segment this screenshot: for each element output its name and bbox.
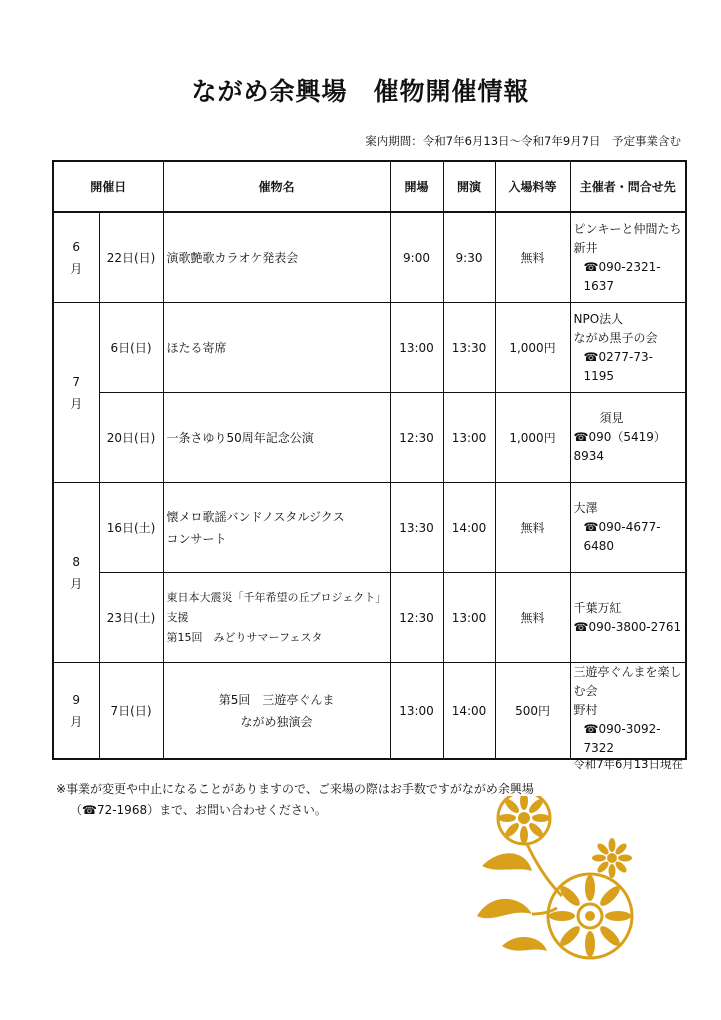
event-name: ほたる寄席 [163,303,390,393]
month-september: 9 月 [53,663,99,760]
organizer-contact: NPO法人 ながめ黒子の会 ☎0277-73-1195 [570,303,686,393]
admission-fee: 無料 [495,212,570,303]
open-time: 13:00 [390,663,443,760]
table-row [53,483,686,573]
start-time: 14:00 [443,483,495,573]
month-july: 7 月 [53,303,99,483]
notice-text: ※事業が変更や中止になることがありますので、ご来場の際はお手数ですがながめ余興場 （☎72-1968）まで、お問い合わせください。 [56,782,534,817]
as-of-date: 令和7年6月13日現在 [573,757,683,771]
start-time: 14:00 [443,663,495,760]
admission-fee: 500円 [495,663,570,760]
open-time: 12:30 [390,573,443,663]
month-june: 6 月 [53,212,99,303]
header-fee: 入場料等 [495,161,570,212]
phone-number: ☎090-2321-1637 [583,259,661,293]
event-name: 東日本大震災「千年希望の丘プロジェクト」 支援 第15回 みどりサマーフェスタ [163,573,390,663]
header-name: 催物名 [163,161,390,212]
event-day: 16日(土) [99,483,163,573]
event-day: 6日(日) [99,303,163,393]
header-date: 開催日 [53,161,163,212]
table-row [53,393,686,483]
event-name: 第5回 三遊亭ぐんま ながめ独演会 [163,663,390,760]
chrysanthemum-icon [472,796,672,966]
event-day: 20日(日) [99,393,163,483]
open-time: 13:00 [390,303,443,393]
event-name: 懐メロ歌謡バンドノスタルジクス コンサート [163,483,390,573]
start-time: 9:30 [443,212,495,303]
open-time: 12:30 [390,393,443,483]
open-time: 9:00 [390,212,443,303]
organizer-contact: ピンキーと仲間たち 新井 ☎090-2321-1637 [570,212,686,303]
admission-fee: 無料 [495,483,570,573]
table-header-row [53,161,686,212]
table-row [53,663,686,760]
admission-fee: 1,000円 [495,393,570,483]
month-august: 8 月 [53,483,99,663]
event-day: 7日(日) [99,663,163,760]
organizer-contact: 大澤 ☎090-4677-6480 [570,483,686,573]
event-schedule-table [52,160,687,760]
admission-fee: 無料 [495,573,570,663]
header-organizer: 主催者・問合せ先 [570,161,686,212]
start-time: 13:00 [443,573,495,663]
organizer-contact: 須見 ☎090（5419）8934 [570,393,686,483]
start-time: 13:30 [443,303,495,393]
organizer-contact: 三遊亭ぐんまを楽しむ会 野村 ☎090-3092-7322 [570,663,686,760]
phone-number: ☎090-4677-6480 [583,520,661,553]
page-title: ながめ余興場 催物開催情報 [191,77,530,106]
phone-number: ☎0277-73-1195 [583,349,653,383]
organizer-contact: 千葉万紅 ☎090-3800-2761 [570,573,686,663]
table-row [53,303,686,393]
start-time: 13:00 [443,393,495,483]
header-open: 開場 [390,161,443,212]
admission-fee: 1,000円 [495,303,570,393]
event-day: 23日(土) [99,573,163,663]
guide-period: 案内期間：令和7年6月13日～令和7年9月7日 予定事業含む [365,134,681,148]
phone-number: ☎090-3800-2761 [573,619,682,634]
phone-number: ☎090-3092-7322 [583,722,661,755]
event-day: 22日(日) [99,212,163,303]
table-row [53,573,686,663]
phone-number: ☎090（5419）8934 [573,430,666,463]
table-row [53,212,686,303]
open-time: 13:30 [390,483,443,573]
event-name: 一条さゆり50周年記念公演 [163,393,390,483]
event-name: 演歌艶歌カラオケ発表会 [163,212,390,303]
header-start: 開演 [443,161,495,212]
